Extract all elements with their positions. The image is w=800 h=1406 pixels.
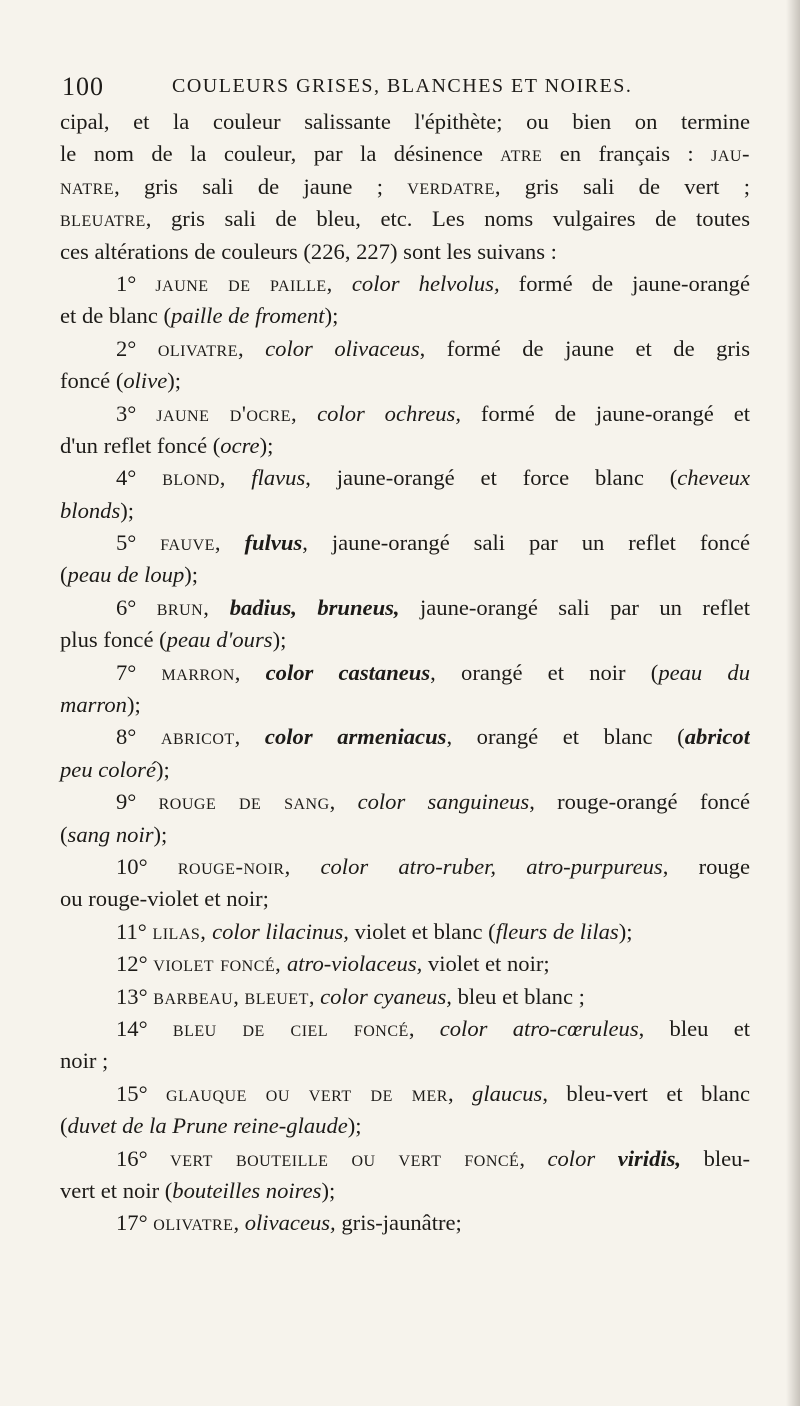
- entry-3: 3° jaune d'ocre, color ochreus, formé de jaune-orangé et: [116, 400, 750, 426]
- entry-5-cont: (peau de loup);: [60, 562, 199, 588]
- entry-13: 13° barbeau, bleuet, color cyaneus, bleu et blanc ;: [116, 983, 585, 1009]
- entry-15-cont: (duvet de la Prune reine-glaude);: [60, 1113, 362, 1139]
- entry-16-cont: vert et noir (bouteilles noires);: [60, 1177, 336, 1203]
- entry-9: 9° rouge de sang, color sanguineus, rouge-orangé foncé: [116, 789, 750, 815]
- entry-3-cont: d'un reflet foncé (ocre);: [60, 432, 274, 458]
- entry-5: 5° fauve, fulvus, jaune-orangé sali par un reflet foncé: [116, 530, 750, 556]
- entry-4-cont: blonds);: [60, 497, 135, 523]
- entry-14-cont: noir ;: [60, 1048, 109, 1074]
- text-line: natre, gris sali de jaune ; verdatre, gris sali de vert ;: [60, 173, 750, 199]
- entry-12: 12° violet foncé, atro-violaceus, violet et noir;: [116, 951, 550, 977]
- entry-1-cont: et de blanc (paille de froment);: [60, 303, 339, 329]
- running-title: COULEURS GRISES, BLANCHES ET NOIRES.: [172, 75, 633, 97]
- body-text: [60, 106, 750, 1240]
- page-number: 100: [62, 72, 104, 101]
- entry-9-cont: (sang noir);: [60, 821, 168, 847]
- entry-7-cont: marron);: [60, 692, 141, 718]
- entry-8: 8° abricot, color armeniacus, orangé et blanc (abricot: [116, 724, 750, 750]
- entry-6-cont: plus foncé (peau d'ours);: [60, 627, 287, 653]
- entry-2-cont: foncé (olive);: [60, 368, 182, 394]
- entry-1: 1° jaune de paille, color helvolus, formé de jaune-orangé: [116, 270, 750, 296]
- text-line: le nom de la couleur, par la désinence atre en français : jau-: [60, 141, 750, 167]
- entry-2: 2° olivatre, color olivaceus, formé de jaune et de gris: [116, 335, 750, 361]
- entry-7: 7° marron, color castaneus, orangé et noir (peau du: [116, 659, 750, 685]
- entry-10-cont: ou rouge-violet et noir;: [60, 886, 269, 912]
- entry-4: 4° blond, flavus, jaune-orangé et force blanc (cheveux: [116, 465, 750, 491]
- entry-10: 10° rouge-noir, color atro-ruber, atro-purpureus, rouge: [116, 853, 750, 879]
- entry-14: 14° bleu de ciel foncé, color atro-cœruleus, bleu et: [116, 1015, 750, 1041]
- entry-15: 15° glauque ou vert de mer, glaucus, bleu-vert et blanc: [116, 1080, 750, 1106]
- entry-17: 17° olivatre, olivaceus, gris-jaunâtre;: [116, 1210, 462, 1236]
- entry-6: 6° brun, badius, bruneus, jaune-orangé sali par un reflet: [116, 594, 750, 620]
- entry-8-cont: peu coloré);: [60, 756, 170, 782]
- page-header: [62, 72, 742, 106]
- text-line: bleuatre, gris sali de bleu, etc. Les noms vulgaires de toutes: [60, 206, 750, 232]
- entry-11: 11° lilas, color lilacinus, violet et blanc (fleurs de lilas);: [116, 918, 633, 944]
- text-line: cipal, et la couleur salissante l'épithète; ou bien on termine: [60, 109, 750, 134]
- entry-16: 16° vert bouteille ou vert foncé, color viridis, bleu-: [116, 1145, 750, 1171]
- text-line: ces altérations de couleurs (226, 227) sont les suivans :: [60, 238, 557, 264]
- page-edge-shadow: [786, 0, 800, 1406]
